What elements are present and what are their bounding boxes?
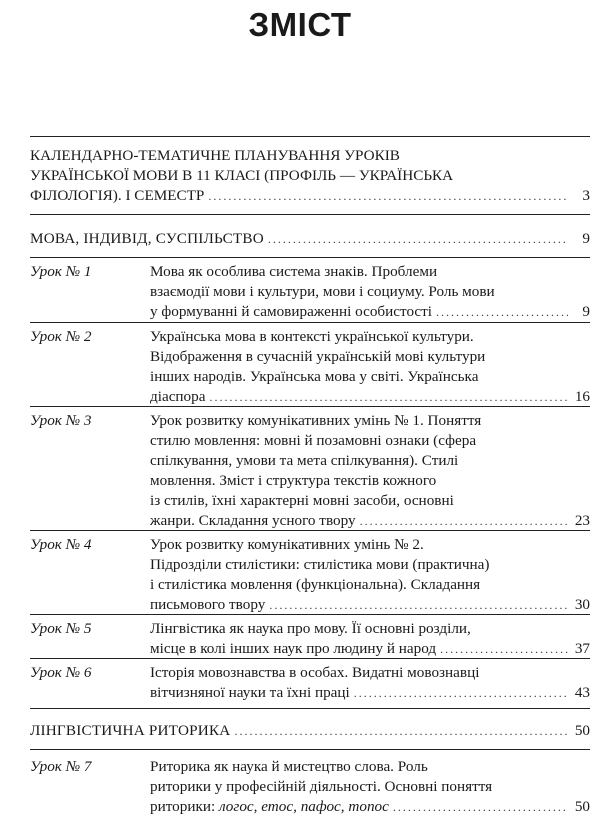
page-number: 37 — [574, 640, 590, 657]
toc-entry-title-last: ФІЛОЛОГІЯ). І СЕМЕСТР — [30, 187, 205, 204]
page-number: 16 — [574, 388, 590, 405]
toc-line — [30, 186, 590, 206]
toc-line: КАЛЕНДАРНО-ТЕМАТИЧНЕ ПЛАНУВАННЯ УРОКІВ — [30, 147, 400, 164]
dot-leader — [208, 186, 568, 206]
divider — [30, 749, 590, 750]
divider — [30, 708, 590, 709]
divider — [30, 530, 590, 531]
lesson-label: Урок № 6 — [30, 664, 92, 681]
dot-leader — [210, 387, 569, 407]
page-number: 3 — [582, 187, 590, 204]
dot-leader — [360, 511, 568, 531]
dot-leader — [269, 595, 568, 615]
section-title: ЛІНГВІСТИЧНА РИТОРИКА — [30, 722, 231, 739]
dot-leader — [354, 683, 568, 703]
lesson-label: Урок № 1 — [30, 263, 92, 280]
divider — [30, 136, 590, 137]
lesson-label: Урок № 2 — [30, 328, 92, 345]
dot-leader — [436, 302, 568, 322]
divider — [30, 322, 590, 323]
page-number: 9 — [582, 230, 590, 247]
section-title: МОВА, ІНДИВІД, СУСПІЛЬСТВО — [30, 230, 264, 247]
divider — [30, 614, 590, 615]
toc-section-1[interactable] — [30, 229, 590, 249]
dot-leader — [393, 797, 568, 817]
divider — [30, 214, 590, 215]
toc-line: УКРАЇНСЬКОЇ МОВИ В 11 КЛАСІ (ПРОФІЛЬ — УКРАЇНСЬКА — [30, 167, 454, 184]
page-title: ЗМІСТ — [248, 6, 352, 43]
lesson-label: Урок № 4 — [30, 536, 92, 553]
toc-entry-intro[interactable] — [30, 146, 590, 206]
page-number: 50 — [574, 722, 590, 739]
page-number: 50 — [574, 798, 590, 815]
dot-leader — [440, 639, 568, 659]
toc-section-2[interactable] — [30, 721, 590, 741]
lesson-label: Урок № 3 — [30, 412, 92, 429]
rhetoric-terms: логос, етос, пафос, топос — [219, 798, 389, 815]
page-number: 9 — [582, 303, 590, 320]
dot-leader — [268, 229, 568, 249]
page-number: 30 — [574, 596, 590, 613]
dot-leader — [234, 721, 568, 741]
page-number: 23 — [574, 512, 590, 529]
lesson-label: Урок № 7 — [30, 758, 92, 775]
page-number: 43 — [574, 684, 590, 701]
divider — [30, 406, 590, 407]
divider — [30, 658, 590, 659]
lesson-label: Урок № 5 — [30, 620, 92, 637]
divider — [30, 257, 590, 258]
